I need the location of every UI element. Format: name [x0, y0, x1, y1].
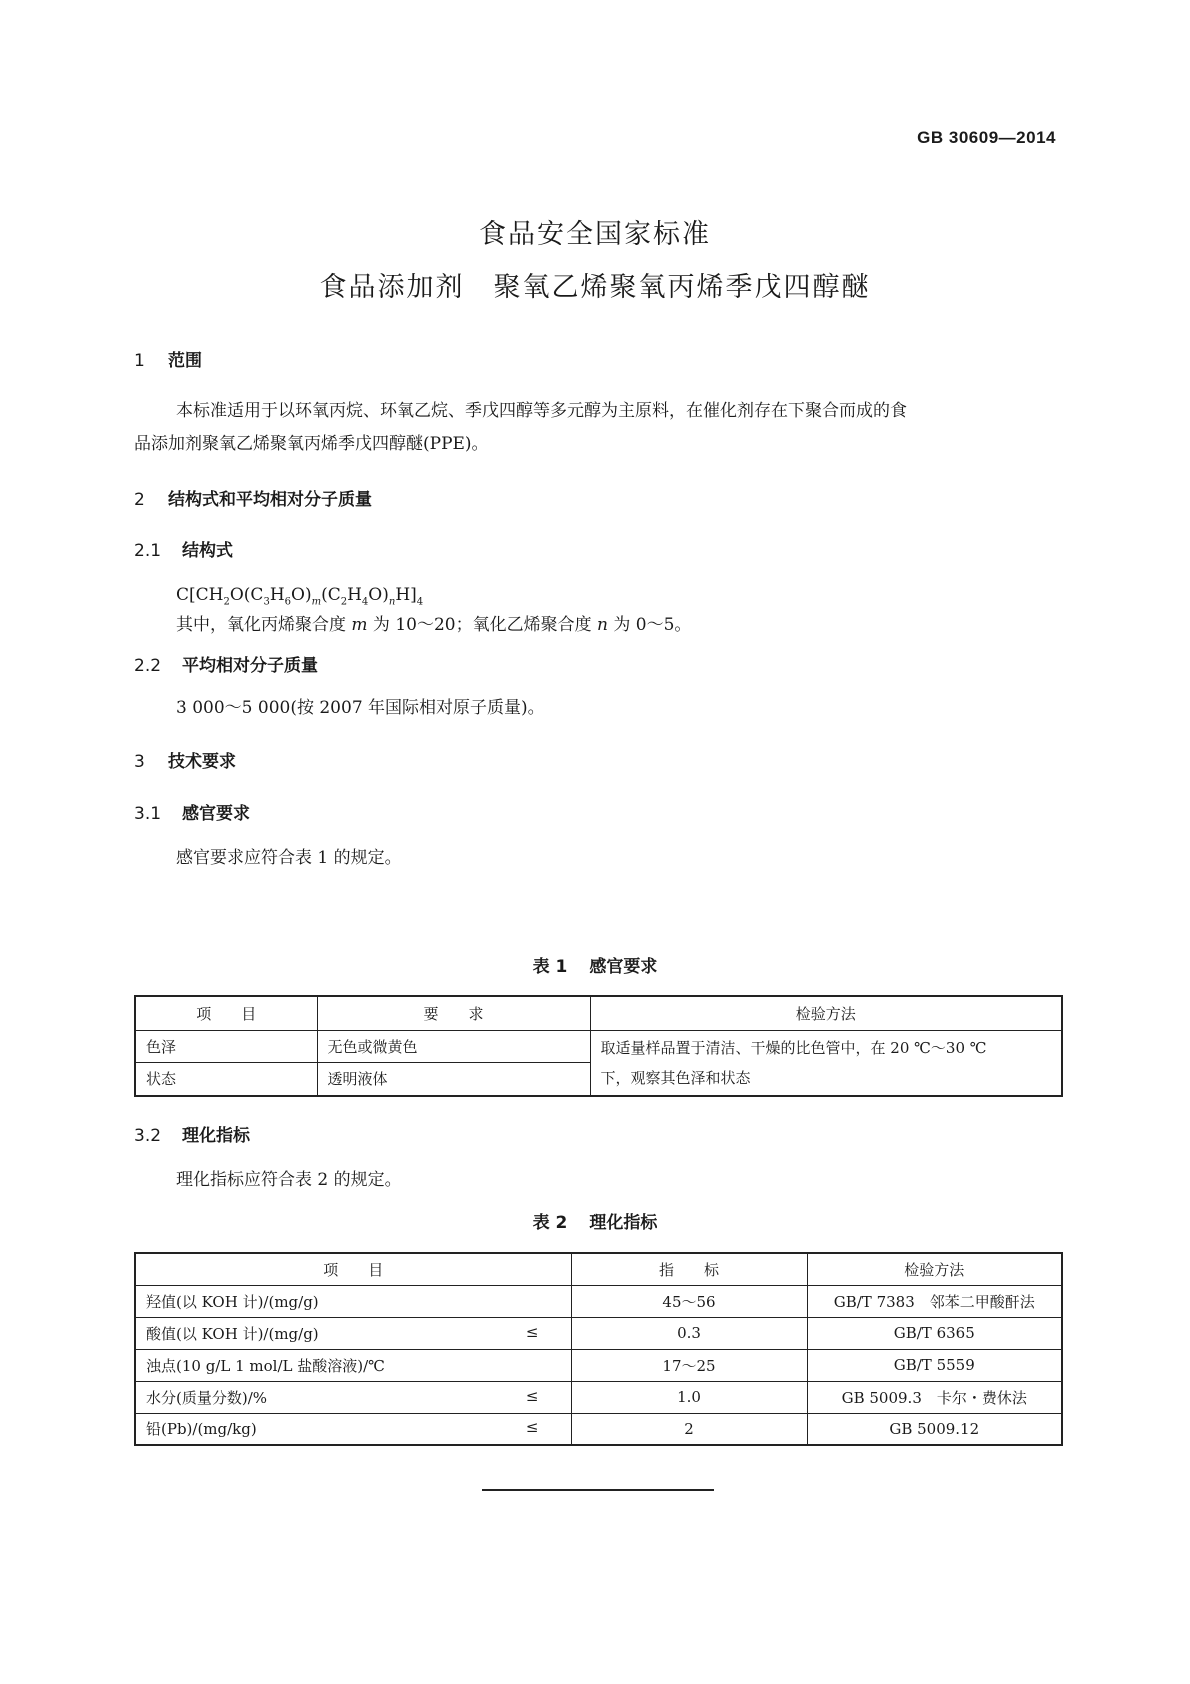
section-number: 2: [134, 490, 145, 510]
document-subtitle: 食品添加剂 聚氧乙烯聚氧丙烯季戊四醇醚: [319, 272, 871, 303]
structural-formula: $C[CH_2O(C_3H_6O)_m(C_2H_4O)_nH]_4$: [176, 585, 424, 608]
section-title: 技术要求: [168, 752, 236, 772]
header-index: 指 标: [571, 1253, 807, 1285]
table-row: [135, 1030, 1062, 1063]
cell-method: GB/T 7383 邻苯二甲酸酐法: [807, 1285, 1062, 1317]
section-3-2-heading: [134, 1121, 250, 1146]
section-3-1-text: 感官要求应符合表 1 的规定。: [176, 848, 402, 868]
cell-value: 1.0: [571, 1381, 807, 1413]
section-title: 结构式和平均相对分子质量: [168, 490, 372, 510]
section-2-2-text: 3 000～5 000(按 2007 年国际相对原子质量)。: [176, 698, 545, 718]
document-title: 食品安全国家标准: [479, 219, 711, 250]
table-header-row: [135, 996, 1062, 1030]
section-2-1-heading: [134, 536, 233, 561]
cell-item: 铅(Pb)/(mg/kg) ≤: [135, 1413, 571, 1445]
cell-method: GB/T 6365: [807, 1317, 1062, 1349]
section-1-heading: [134, 346, 202, 371]
header-item: 项 目: [135, 996, 317, 1030]
cell-item: 浊点(10 g/L 1 mol/L 盐酸溶液)/℃: [135, 1349, 571, 1381]
cell-method: GB/T 5559: [807, 1349, 1062, 1381]
table-row: [135, 1285, 1062, 1317]
header-method: 检验方法: [807, 1253, 1062, 1285]
section-number: 2.2: [134, 656, 162, 676]
section-2-heading: [134, 485, 372, 510]
section-number: 3.2: [134, 1126, 162, 1146]
cell-method: GB 5009.12: [807, 1413, 1062, 1445]
cell-value: 17～25: [571, 1349, 807, 1381]
table-row: [135, 1349, 1062, 1381]
section-number: 3: [134, 752, 145, 772]
section-title: 感官要求: [182, 804, 250, 824]
cell-value: 45～56: [571, 1285, 807, 1317]
table-1-caption: 表 1 感官要求: [532, 957, 658, 977]
cell-requirement: 无色或微黄色: [317, 1030, 590, 1063]
section-title: 范围: [168, 351, 202, 371]
section-number: 1: [134, 351, 145, 371]
section-3-2-text: 理化指标应符合表 2 的规定。: [176, 1170, 402, 1190]
section-1-paragraph-line1: 本标准适用于以环氧丙烷、环氧乙烷、季戊四醇等多元醇为主原料，在催化剂存在下聚合而成的食: [176, 401, 907, 421]
end-rule: [482, 1489, 714, 1491]
table-2-physicochemical: [134, 1252, 1063, 1446]
header-method: 检验方法: [590, 996, 1062, 1030]
header-requirement: 要 求: [317, 996, 590, 1030]
table-1-sensory: [134, 995, 1063, 1097]
table-row: [135, 1413, 1062, 1445]
cell-item: 酸值(以 KOH 计)/(mg/g) ≤: [135, 1317, 571, 1349]
section-3-heading: [134, 747, 236, 772]
table-row: [135, 1381, 1062, 1413]
section-1-paragraph-line2: 品添加剂聚氧乙烯聚氧丙烯季戊四醇醚(PPE)。: [134, 434, 489, 454]
cell-method: GB 5009.3 卡尔・费休法: [807, 1381, 1062, 1413]
cell-value: 0.3: [571, 1317, 807, 1349]
table-header-row: [135, 1253, 1062, 1285]
section-number: 3.1: [134, 804, 162, 824]
section-title: 理化指标: [182, 1126, 250, 1146]
cell-item: 水分(质量分数)/% ≤: [135, 1381, 571, 1413]
cell-item: 状态: [135, 1063, 317, 1096]
standard-number: GB 30609—2014: [917, 128, 1056, 147]
cell-item: 羟值(以 KOH 计)/(mg/g): [135, 1285, 571, 1317]
section-3-1-heading: [134, 799, 250, 824]
cell-item: 色泽: [135, 1030, 317, 1063]
cell-method: 取适量样品置于清洁、干燥的比色管中，在 20 ℃～30 ℃ 下，观察其色泽和状态: [590, 1030, 1062, 1096]
section-title: 平均相对分子质量: [182, 656, 318, 676]
cell-value: 2: [571, 1413, 807, 1445]
formula-description: 其中，氧化丙烯聚合度 m 为 10～20；氧化乙烯聚合度 n 为 0～5。: [176, 615, 692, 635]
section-2-2-heading: [134, 651, 318, 676]
table-row: [135, 1317, 1062, 1349]
header-item: 项 目: [135, 1253, 571, 1285]
section-title: 结构式: [182, 541, 233, 561]
cell-requirement: 透明液体: [317, 1063, 590, 1096]
section-number: 2.1: [134, 541, 162, 561]
table-2-caption: 表 2 理化指标: [532, 1213, 658, 1233]
